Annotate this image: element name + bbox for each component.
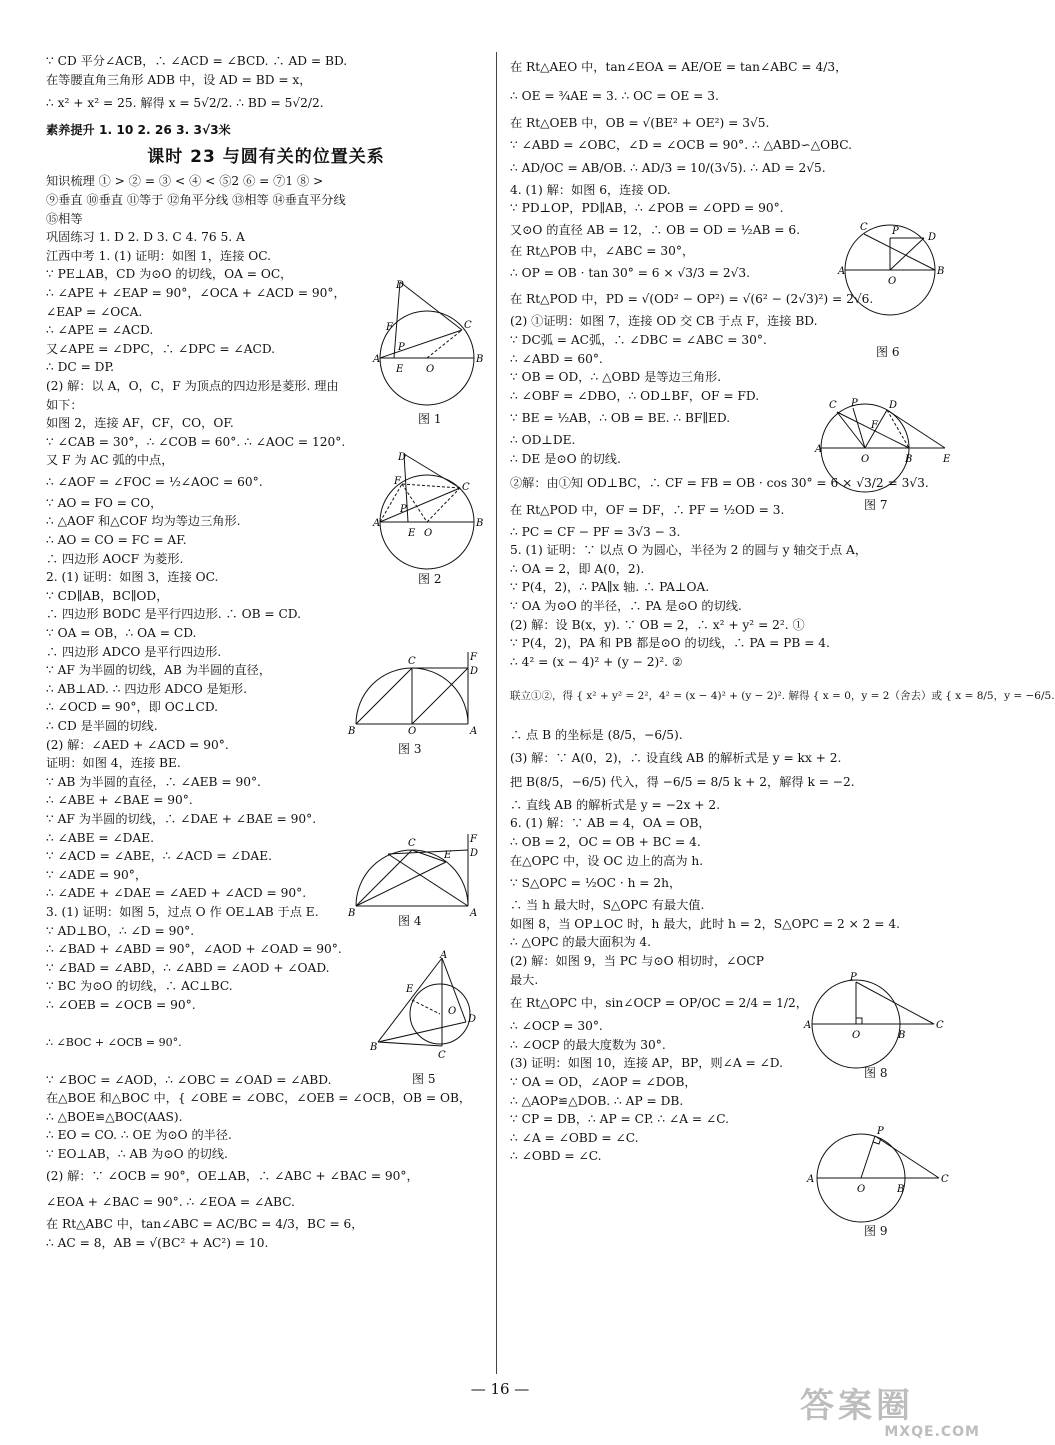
figure-1-caption: 图 1 (418, 412, 442, 426)
svg-text:P: P (850, 972, 857, 983)
watermark-text: 答案圈 (800, 1386, 914, 1426)
figure-8-diagram (800, 972, 950, 1070)
watermark-url: MXQE.COM (884, 1424, 980, 1440)
text-line: ∴ PC = CF − PF = 3√3 − 3. (510, 524, 681, 539)
text-line: ∵ OA = OD，∠AOP = ∠DOB， (510, 1075, 697, 1089)
svg-text:C: C (408, 838, 416, 849)
figure-4-caption: 图 4 (398, 914, 422, 928)
text-line: ∴ ∠APE = ∠ACD. (46, 323, 154, 338)
svg-text:F: F (470, 834, 477, 845)
column-divider (496, 52, 497, 1374)
text-line: 2. (1) 证明：如图 3，连接 OC. (46, 570, 219, 585)
svg-text:D: D (398, 452, 407, 463)
svg-text:C: C (936, 1020, 944, 1031)
svg-text:B: B (348, 726, 356, 737)
text-line: ⑨垂直 ⑩垂直 ⑪等于 ⑫角平分线 ⑬相等 ⑭垂直平分线 (46, 192, 346, 207)
svg-text:O: O (861, 454, 870, 465)
figure-7-diagram (815, 398, 955, 498)
svg-text:C: C (408, 656, 416, 667)
text-line: 在等腰直角三角形 ADB 中，设 AD = BD = x， (46, 72, 312, 87)
text-line: ∵ PD⊥OP，PD∥AB，∴ ∠POB = ∠OPD = 90°. (510, 201, 784, 216)
text-line: 知识梳理 ① > ② = ③ < ④ < ⑤2 ⑥ = ⑦1 ⑧ > (46, 174, 324, 189)
text-line: ∵ OA = OB，∴ OA = CD. (46, 626, 197, 641)
svg-text:P: P (877, 1126, 884, 1137)
text-line: 证明：如图 4，连接 BE. (46, 756, 181, 771)
svg-text:F: F (386, 322, 393, 333)
text-line: ∴ CD 是半圆的切线. (46, 719, 158, 733)
text-line: ∴ △BOE≌△BOC(AAS). (46, 1109, 183, 1124)
text-line: ∵ PE⊥AB，CD 为⊙O 的切线，OA = OC， (46, 267, 293, 282)
svg-text:E: E (943, 454, 951, 465)
svg-text:O: O (426, 364, 435, 375)
text-line: ∴ AB⊥AD. ∴ 四边形 ADCO 是矩形. (46, 681, 247, 696)
text-line: ∴ AD/OC = AB/OB. ∴ AD/3 = 10/(3√5). ∴ AD = 2√5. (510, 160, 826, 175)
text-line: 巩固练习 1. D 2. D 3. C 4. 76 5. A (46, 230, 245, 245)
text-line: 又⊙O 的直径 AB = 12，∴ OB = OD = ½AB = 6. (510, 222, 800, 237)
svg-text:P: P (851, 398, 858, 409)
text-line: 在 Rt△POD 中，OF = DF，∴ PF = ½OD = 3. (510, 502, 785, 517)
text-line: ∠EAP = ∠OCA. (46, 304, 143, 319)
svg-text:O: O (408, 726, 417, 737)
text-line: ∵ P(4，2)，PA 和 PB 都是⊙O 的切线，∴ PA = PB = 4. (510, 636, 830, 651)
text-line: ∴ ∠ADE + ∠DAE = ∠AED + ∠ACD = 90°. (46, 886, 307, 901)
text-line: 在△BOE 和△BOC 中，{ ∠OBE = ∠OBC，∠OEB = ∠OCB，OB = OB， (46, 1091, 472, 1106)
figure-5-diagram (370, 950, 480, 1064)
svg-text:C: C (464, 320, 472, 331)
svg-text:O: O (424, 528, 433, 539)
svg-text:F: F (394, 476, 401, 487)
svg-text:E: E (444, 850, 452, 861)
svg-text:A: A (838, 266, 846, 277)
svg-text:C: C (438, 1050, 446, 1061)
text-line: ∵ ∠CAB = 30°，∴ ∠COB = 60°. ∴ ∠AOC = 120°. (46, 434, 346, 449)
svg-text:C: C (941, 1174, 949, 1185)
text-line: ∴ 四边形 BODC 是平行四边形. ∴ OB = CD. (46, 607, 302, 622)
svg-text:E: E (396, 364, 404, 375)
svg-text:B: B (905, 454, 913, 465)
text-line: 在 Rt△OEB 中，OB = √(BE² + OE²) = 3√5. (510, 116, 770, 130)
text-line: ∵ ∠ACD = ∠ABE，∴ ∠ACD = ∠DAE. (46, 849, 273, 864)
text-line: ∵ ∠BAD = ∠ABD，∴ ∠ABD = ∠AOD + ∠OAD. (46, 960, 330, 975)
svg-text:B: B (897, 1184, 905, 1195)
svg-text:A: A (373, 518, 381, 529)
svg-text:C: C (462, 482, 470, 493)
text-line: 如图 2，连接 AF，CF，CO，OF. (46, 416, 234, 431)
watermark-logo (800, 1388, 982, 1440)
text-line: 3. (1) 证明：如图 5，过点 O 作 OE⊥AB 于点 E. (46, 904, 319, 919)
text-line: ∵ AD⊥BO，∴ ∠D = 90°. (46, 923, 195, 938)
svg-text:P: P (892, 226, 899, 237)
text-line: ∴ x² + x² = 25. 解得 x = 5√2/2. ∴ BD = 5√2/2. (46, 96, 324, 111)
text-line: ∴ DE 是⊙O 的切线. (510, 451, 621, 466)
text-line: (2) ①证明：如图 7，连接 OD 交 CB 于点 F，连接 BD. (510, 314, 818, 329)
text-line: ∴ 直线 AB 的解析式是 y = −2x + 2. (510, 797, 721, 812)
text-line: 在 Rt△POB 中，∠ABC = 30°， (510, 243, 695, 258)
text-line: (2) 解：设 B(x，y). ∵ OB = 2，∴ x² + y² = 2². ① (510, 617, 805, 632)
text-line: ∴ OD⊥DE. (510, 433, 576, 448)
text-line: ∵ CD 平分∠ACB，∴ ∠ACD = ∠BCD. ∴ AD = BD. (46, 54, 348, 68)
text-line: ∵ S△OPC = ½OC · h = 2h， (510, 876, 682, 891)
text-line: (3) 解：∵ A(0，2)，∴ 设直线 AB 的解析式是 y = kx + 2. (510, 751, 842, 766)
text-line: ∵ ∠ADE = 90°， (46, 867, 148, 882)
text-line: 又 F 为 AC 弧的中点， (46, 453, 174, 468)
text-line: 4. (1) 解：如图 6，连接 OD. (510, 182, 671, 197)
text-line: ∴ ∠OBD = ∠C. (510, 1149, 602, 1164)
svg-text:C: C (860, 222, 868, 233)
text-line: ∴ ∠ABE + ∠BAE = 90°. (46, 793, 193, 808)
text-line: (3) 证明：如图 10，连接 AP，BP，则∠A = ∠D. (510, 1056, 784, 1071)
svg-text:A: A (373, 354, 381, 365)
text-line: 江西中考 1. (1) 证明：如图 1，连接 OC. (46, 248, 272, 263)
text-line: 联立①②，得 { x² + y² = 2²，4² = (x − 4)² + (y − 2)². 解得 { x = 0，y = 2（舍去）或 { x = 8/5，y = −6/5. (510, 690, 1055, 703)
text-line: ∵ CD∥AB，BC∥OD， (46, 588, 169, 603)
text-line: (2) 解：∵ ∠OCB = 90°，OE⊥AB，∴ ∠ABC + ∠BAC = 90°， (46, 1169, 419, 1184)
text-line: ∴ 当 h 最大时，S△OPC 有最大值. (510, 898, 705, 913)
svg-text:O: O (852, 1030, 861, 1041)
text-line: ∴ △AOF 和△COF 均为等边三角形. (46, 514, 241, 529)
text-line: 在△OPC 中，设 OC 边上的高为 h. (510, 853, 704, 868)
svg-text:D: D (889, 400, 898, 411)
svg-text:C: C (829, 400, 837, 411)
figure-3-diagram (348, 650, 483, 736)
text-line: ∴ OP = OB · tan 30° = 6 × √3/3 = 2√3. (510, 266, 751, 281)
text-line: 6. (1) 解：∵ AB = 4，OA = OB， (510, 816, 711, 831)
text-line: 把 B(8/5，−6/5) 代入，得 −6/5 = 8/5 k + 2，解得 k = −2. (510, 774, 855, 789)
text-line: (2) 解：如图 9，当 PC 与⊙O 相切时，∠OCP (510, 954, 764, 969)
page-number: — 16 — (470, 1380, 530, 1398)
text-line: 在 Rt△POD 中，PD = √(OD² − OP²) = √(6² − (2√3)²) = 2√6. (510, 292, 874, 307)
svg-text:D: D (928, 232, 937, 243)
text-line: ∴ AC = 8，AB = √(BC² + AC²) = 10. (46, 1236, 269, 1251)
svg-text:F: F (470, 652, 477, 663)
svg-text:D: D (468, 1014, 477, 1025)
figure-4-diagram (348, 832, 483, 918)
svg-text:E: E (408, 528, 416, 539)
text-line: 最大. (510, 972, 539, 987)
text-line: ∴ ∠ABE = ∠DAE. (46, 830, 155, 845)
figure-5-caption: 图 5 (412, 1072, 436, 1086)
text-line: 如图 8，当 OP⊥OC 时，h 最大，此时 h = 2，S△OPC = 2 × 2 = 4. (510, 916, 901, 931)
text-line: ∴ ∠OCD = 90°，即 OC⊥CD. (46, 700, 219, 715)
text-line: ∵ CP = DB，∴ AP = CP. ∴ ∠A = ∠C. (510, 1112, 729, 1127)
text-line: (2) 解：∠AED + ∠ACD = 90°. (46, 737, 229, 752)
svg-text:B: B (937, 266, 945, 277)
text-line: 5. (1) 证明：∵ 以点 O 为圆心，半径为 2 的圆与 y 轴交于点 A， (510, 543, 868, 558)
text-line: 在 Rt△OPC 中，sin∠OCP = OP/OC = 2/4 = 1/2， (510, 996, 808, 1011)
text-line: ∴ OA = 2，即 A(0，2). (510, 561, 645, 576)
text-line: ∠EOA + ∠BAC = 90°. ∴ ∠EOA = ∠ABC. (46, 1195, 295, 1210)
text-line: ∴ ∠OCP 的最大度数为 30°. (510, 1037, 666, 1052)
svg-text:D: D (396, 280, 405, 291)
svg-text:D: D (470, 666, 479, 677)
text-line: ∴ 四边形 AOCF 为菱形. (46, 551, 184, 566)
text-line: ∴ AO = CO = FC = AF. (46, 533, 187, 548)
svg-text:A: A (815, 444, 823, 455)
figure-6-diagram (840, 218, 955, 336)
text-line: ∴ ∠APE + ∠EAP = 90°，∠OCA + ∠ACD = 90°， (46, 285, 346, 300)
text-line: ∴ ∠OCP = 30°. (510, 1019, 603, 1034)
text-line: ∴ DC = DP. (46, 360, 115, 375)
text-line: ∵ ∠BOC = ∠AOD，∴ ∠OBC = ∠OAD = ∠ABD. (46, 1072, 332, 1087)
svg-text:E: E (406, 984, 414, 995)
text-line: ∵ AF 为半圆的切线，AB 为半圆的直径， (46, 663, 272, 678)
svg-text:A: A (470, 726, 478, 737)
text-line: ∵ EO⊥AB，∴ AB 为⊙O 的切线. (46, 1146, 228, 1161)
text-line: ∴ OE = ¾AE = 3. ∴ OC = OE = 3. (510, 89, 719, 103)
svg-text:O: O (857, 1184, 866, 1195)
text-line: ∵ OA 为⊙O 的半径，∴ PA 是⊙O 的切线. (510, 598, 742, 613)
svg-text:B: B (370, 1042, 378, 1053)
svg-text:A: A (440, 950, 448, 961)
figure-7-caption: 图 7 (864, 498, 888, 512)
figure-9-diagram (805, 1128, 955, 1228)
text-line: 在 Rt△ABC 中，tan∠ABC = AC/BC = 4/3，BC = 6， (46, 1217, 364, 1232)
figure-1-diagram (372, 278, 487, 390)
svg-text:A: A (804, 1020, 812, 1031)
text-line: ∴ ∠A = ∠OBD = ∠C. (510, 1130, 639, 1145)
text-line: ∴ EO = CO. ∴ OE 为⊙O 的半径. (46, 1128, 232, 1143)
text-line: ∵ AO = FO = CO， (46, 495, 163, 510)
svg-text:O: O (448, 1006, 457, 1017)
figure-6-caption: 图 6 (876, 345, 900, 359)
text-line: ②解：由①知 OD⊥BC，∴ CF = FB = OB · cos 30° = 6 × √3/2 = 3√3. (510, 475, 929, 490)
text-line: 在 Rt△AEO 中，tan∠EOA = AE/OE = tan∠ABC = 4/3， (510, 60, 848, 74)
svg-text:B: B (476, 354, 484, 365)
text-line: 又∠APE = ∠DPC，∴ ∠DPC = ∠ACD. (46, 341, 276, 356)
text-line: ∵ OB = OD，∴ △OBD 是等边三角形. (510, 370, 722, 385)
text-line: ∵ P(4，2)，∴ PA∥x 轴. ∴ PA⊥OA. (510, 580, 710, 595)
text-line: ∴ △OPC 的最大面积为 4. (510, 935, 652, 950)
svg-text:P: P (398, 342, 405, 353)
text-line: ∴ ∠OBF = ∠DBO，∴ OD⊥BF，OF = FD. (510, 388, 760, 403)
text-line: ∵ DC弧 = AC弧，∴ ∠DBC = ∠ABC = 30°. (510, 332, 767, 347)
text-line: (2) 解：以 A，O，C，F 为顶点的四边形是菱形. 理由 (46, 378, 339, 393)
figure-2-diagram (372, 450, 487, 562)
svg-text:B: B (348, 908, 356, 919)
svg-text:F: F (871, 420, 878, 431)
figure-8-caption: 图 8 (864, 1066, 888, 1080)
svg-text:O: O (888, 276, 897, 287)
text-line: ∵ BC 为⊙O 的切线，∴ AC⊥BC. (46, 979, 233, 994)
lesson-title: 课时 23 与圆有关的位置关系 (147, 146, 385, 167)
svg-text:P: P (400, 504, 407, 515)
figure-9-caption: 图 9 (864, 1224, 888, 1238)
text-line: ∴ ∠BOC + ∠OCB = 90°. (46, 1035, 182, 1049)
text-line: ⑮相等 (46, 211, 83, 226)
svg-text:A: A (807, 1174, 815, 1185)
text-line: ∴ 点 B 的坐标是 (8/5，−6/5). (510, 728, 683, 743)
svg-text:B: B (898, 1030, 906, 1041)
text-line: ∴ ∠AOF = ∠FOC = ½∠AOC = 60°. (46, 474, 263, 489)
text-line: ∴ ∠ABD = 60°. (510, 351, 603, 366)
text-line: ∴ ∠BAD + ∠ABD = 90°，∠AOD + ∠OAD = 90°. (46, 942, 342, 957)
svg-text:D: D (470, 848, 479, 859)
figure-3-caption: 图 3 (398, 742, 422, 756)
text-line: ∴ ∠OEB = ∠OCB = 90°. (46, 997, 196, 1012)
text-line: 如下： (46, 397, 83, 412)
svg-text:B: B (476, 518, 484, 529)
text-line: ∴ △AOP≌△DOB. ∴ AP = DB. (510, 1093, 684, 1108)
text-line: ∵ AF 为半圆的切线，∴ ∠DAE + ∠BAE = 90°. (46, 811, 317, 826)
figure-2-caption: 图 2 (418, 572, 442, 586)
text-line: ∵ BE = ½AB，∴ OB = BE. ∴ BF∥ED. (510, 411, 731, 426)
text-line: ∵ AB 为半圆的直径，∴ ∠AEB = 90°. (46, 774, 261, 789)
text-line: ∴ OB = 2，OC = OB + BC = 4. (510, 835, 701, 850)
text-line: ∵ ∠ABD = ∠OBC，∠D = ∠OCB = 90°. ∴ △ABD∽△OBC. (510, 138, 853, 152)
text-line: ∴ 四边形 ADCO 是平行四边形. (46, 644, 222, 659)
text-line: ∴ 4² = (x − 4)² + (y − 2)². ② (510, 654, 683, 669)
section-suyang: 素养提升 1. 10 2. 26 3. 3√3米 (46, 123, 231, 138)
svg-text:A: A (470, 908, 478, 919)
